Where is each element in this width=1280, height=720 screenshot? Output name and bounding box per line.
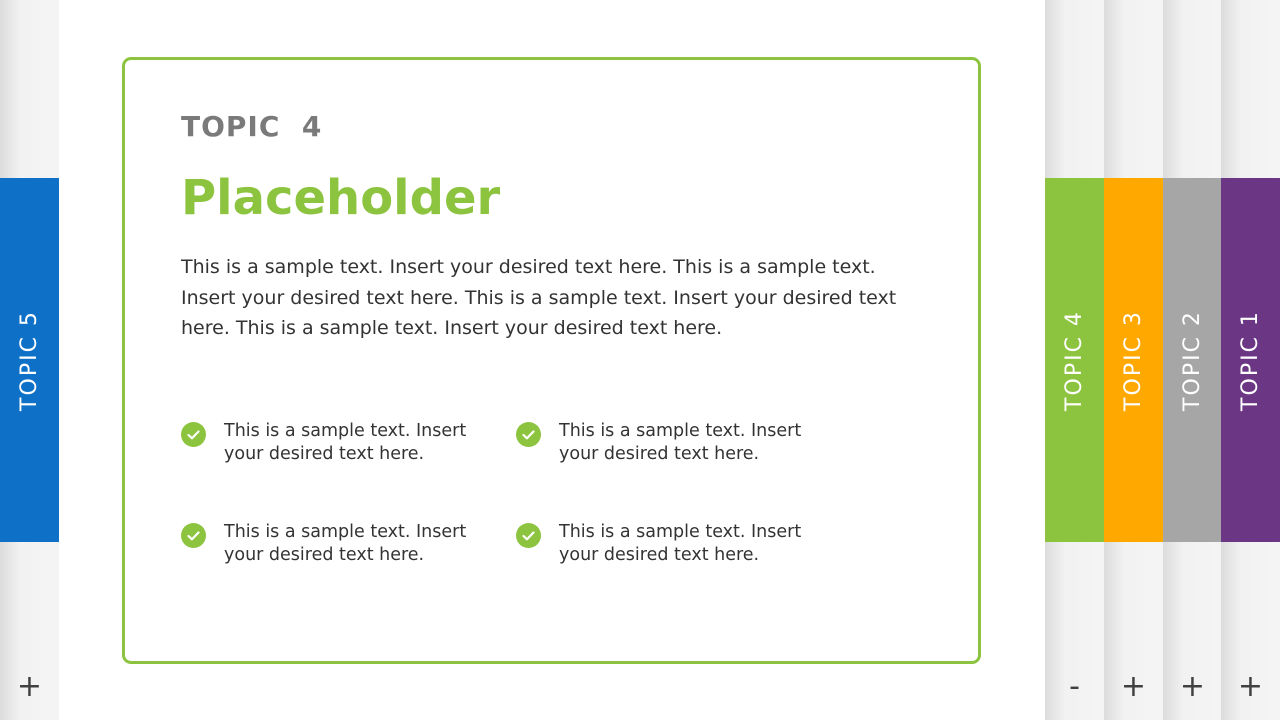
check-circle-icon [516,422,541,447]
topic-1-expand-button[interactable]: + [1237,668,1264,704]
check-circle-icon [516,523,541,548]
bullet-item [181,420,471,466]
tab-topic-5-label: TOPIC 5 [17,309,42,411]
bullet-item [516,420,806,466]
tab-topic-1[interactable] [1221,178,1280,542]
tab-topic-5[interactable] [0,178,59,542]
tab-topic-1-label: TOPIC 1 [1238,309,1263,411]
tab-topic-4[interactable] [1045,178,1104,542]
topic-4-strip [1045,0,1104,720]
topic-2-expand-button[interactable]: + [1179,668,1206,704]
tab-topic-4-label: TOPIC 4 [1062,309,1087,411]
bullet-text: This is a sample text. Insert your desired text here. [559,522,802,565]
bullet-text: This is a sample text. Insert your desired text here. [224,421,467,464]
check-circle-icon [181,422,206,447]
tab-topic-2[interactable] [1163,178,1222,542]
tab-topic-3-label: TOPIC 3 [1121,309,1146,411]
topic-heading: TOPIC 4 [181,110,323,143]
tab-topic-2-label: TOPIC 2 [1180,309,1205,411]
content-card [122,57,981,664]
bullet-text: This is a sample text. Insert your desired text here. [559,421,802,464]
topic-5-strip [0,0,59,720]
topic-3-strip [1104,0,1163,720]
bullet-item [516,521,806,567]
bullet-item [181,521,471,567]
placeholder-title: Placeholder [181,170,501,226]
body-paragraph: This is a sample text. Insert your desired text here. This is a sample text. Insert your desired text here. This is a sample text. Insert your desired text here. This is a sample text. Insert your desired text here. [181,256,897,339]
topic-1-strip [1221,0,1280,720]
topic-4-collapse-button[interactable]: - [1069,668,1080,704]
tab-topic-3[interactable] [1104,178,1163,542]
topic-3-expand-button[interactable]: + [1120,668,1147,704]
topic-5-expand-button[interactable]: + [16,668,43,704]
bullet-text: This is a sample text. Insert your desired text here. [224,522,467,565]
topic-2-strip [1163,0,1222,720]
check-circle-icon [181,523,206,548]
